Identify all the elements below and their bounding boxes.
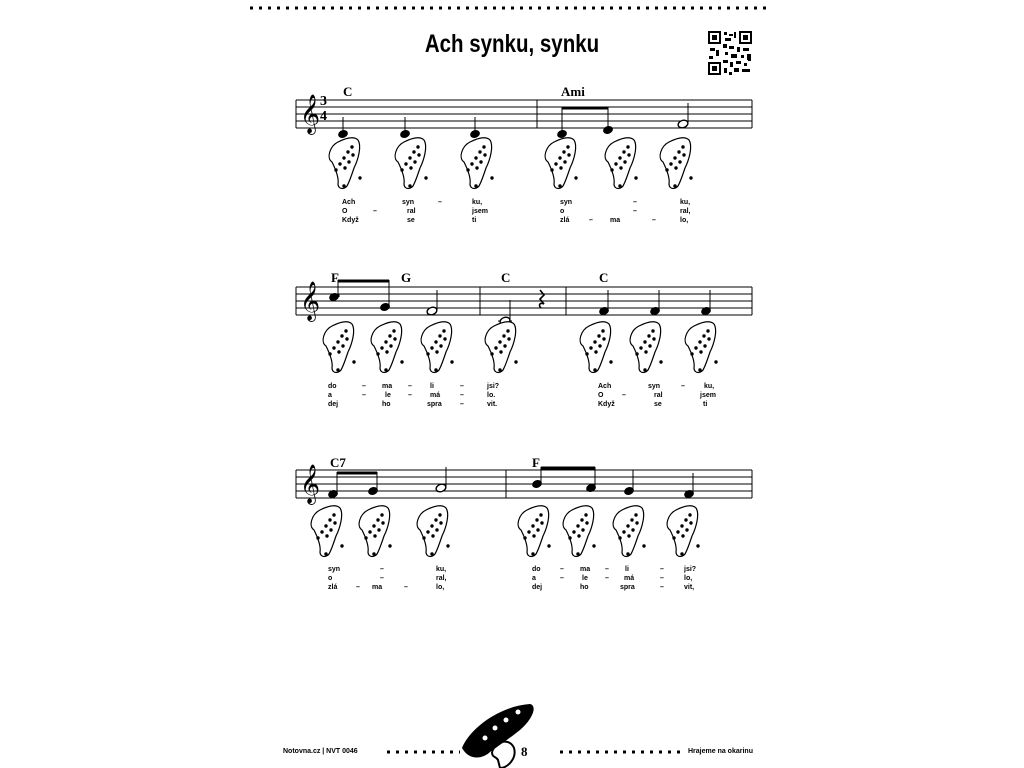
- lyric-syllable: jsi?: [684, 566, 697, 573]
- lyric-syllable: –: [373, 208, 377, 215]
- chord-label: C: [343, 84, 353, 99]
- lyric-syllable: o: [560, 208, 565, 215]
- notes-staff-3: [328, 467, 695, 499]
- lyric-syllable: Ach: [598, 383, 612, 390]
- lyric-syllable: –: [633, 208, 637, 215]
- lyric-syllable: jsi?: [487, 383, 500, 390]
- lyric-syllable: lo,: [680, 217, 689, 224]
- lyric-syllable: Ach: [342, 199, 356, 206]
- lyric-syllable: a: [328, 392, 332, 399]
- lyric-syllable: syn: [402, 199, 415, 206]
- lyric-syllable: le: [385, 392, 391, 399]
- lyric-syllable: se: [407, 217, 415, 224]
- lyric-syllable: –: [404, 584, 408, 591]
- lyric-syllable: –: [660, 584, 664, 591]
- lyric-syllable: ma: [580, 566, 591, 573]
- lyric-syllable: ral: [407, 208, 416, 215]
- chord-label: F: [331, 270, 339, 285]
- lyric-syllable: ku,: [472, 199, 483, 206]
- lyric-syllable: O: [598, 392, 604, 399]
- chord-label: F: [532, 455, 540, 470]
- lyric-syllable: –: [362, 392, 366, 399]
- lyric-syllable: ku,: [680, 199, 691, 206]
- lyric-syllable: ral: [654, 392, 663, 399]
- lyric-syllable: ma: [372, 584, 383, 591]
- lyric-syllable: jsem: [472, 208, 488, 215]
- lyric-syllable: –: [460, 401, 464, 408]
- lyric-syllable: a: [532, 575, 536, 582]
- chord-label: C7: [330, 455, 346, 470]
- lyric-syllable: do: [328, 383, 337, 390]
- lyric-syllable: syn: [328, 566, 341, 573]
- lyric-syllable: dej: [532, 584, 543, 591]
- lyric-syllable: lo,: [684, 575, 693, 582]
- treble-clef-1: 𝄞: [300, 94, 321, 134]
- lyric-syllable: –: [652, 217, 656, 224]
- lyric-syllable: Když: [598, 401, 615, 408]
- lyric-syllable: –: [460, 392, 464, 399]
- lyric-syllable: –: [605, 575, 609, 582]
- time-signature-top: 3: [320, 94, 327, 109]
- lyric-syllable: –: [660, 566, 664, 573]
- time-signature-bottom: 4: [320, 109, 327, 124]
- treble-clef-3: 𝄞: [300, 464, 321, 504]
- lyric-syllable: lo,: [436, 584, 445, 591]
- lyric-syllable: –: [622, 392, 626, 399]
- lyric-syllable: do: [532, 566, 541, 573]
- lyric-syllable: O: [342, 208, 348, 215]
- lyric-syllable: ma: [610, 217, 621, 224]
- lyric-syllable: –: [681, 383, 685, 390]
- lyric-syllable: –: [605, 566, 609, 573]
- lyric-syllable: –: [438, 199, 442, 206]
- lyric-syllable: li: [430, 383, 434, 390]
- lyric-syllable: ral,: [436, 575, 447, 582]
- lyric-syllable: ral,: [680, 208, 691, 215]
- lyric-syllable: –: [560, 566, 564, 573]
- treble-clef-2: 𝄞: [300, 281, 321, 321]
- lyric-syllable: syn: [648, 383, 661, 390]
- lyric-syllable: zlá: [560, 217, 570, 224]
- lyric-syllable: –: [362, 383, 366, 390]
- lyric-syllable: zlá: [328, 584, 338, 591]
- song-title: Ach synku, synku: [424, 30, 600, 58]
- lyric-syllable: ti: [472, 217, 477, 224]
- chord-label: G: [401, 270, 412, 285]
- chord-label: C: [501, 270, 511, 285]
- footer-series: Hrajeme na okarinu: [688, 748, 753, 755]
- lyric-syllable: o: [328, 575, 333, 582]
- lyric-syllable: le: [582, 575, 588, 582]
- lyric-syllable: ho: [580, 584, 589, 591]
- lyric-syllable: –: [660, 575, 664, 582]
- lyric-syllable: dej: [328, 401, 339, 408]
- qr-code: [707, 30, 753, 76]
- lyric-syllable: ku,: [436, 566, 447, 573]
- lyric-syllable: ku,: [704, 383, 715, 390]
- page-number: 8: [521, 744, 528, 759]
- lyric-syllable: Když: [342, 217, 359, 224]
- chord-label: C: [599, 270, 609, 285]
- lyric-syllable: se: [654, 401, 662, 408]
- lyric-syllable: –: [633, 199, 637, 206]
- lyric-syllable: –: [408, 392, 412, 399]
- lyric-syllable: ti: [703, 401, 708, 408]
- lyric-syllable: –: [380, 575, 384, 582]
- lyric-syllable: –: [408, 383, 412, 390]
- lyric-syllable: ma: [382, 383, 393, 390]
- staff-2: [296, 287, 752, 315]
- footer-publisher: Notovna.cz | NVT 0046: [283, 748, 358, 755]
- lyric-syllable: jsem: [700, 392, 716, 399]
- lyric-syllable: –: [560, 575, 564, 582]
- lyric-syllable: –: [356, 584, 360, 591]
- chord-label: Ami: [561, 84, 585, 99]
- lyric-syllable: syn: [560, 199, 573, 206]
- lyric-syllable: –: [589, 217, 593, 224]
- lyric-syllable: má: [430, 392, 441, 399]
- lyric-syllable: lo.: [487, 392, 496, 399]
- lyric-syllable: –: [460, 383, 464, 390]
- lyric-syllable: má: [624, 575, 635, 582]
- lyric-syllable: spra: [427, 401, 442, 408]
- lyric-syllable: –: [380, 566, 384, 573]
- lyric-syllable: vit,: [684, 584, 695, 591]
- lyric-syllable: li: [625, 566, 629, 573]
- lyric-syllable: spra: [620, 584, 635, 591]
- lyric-syllable: vit.: [487, 401, 498, 408]
- lyric-syllable: ho: [382, 401, 391, 408]
